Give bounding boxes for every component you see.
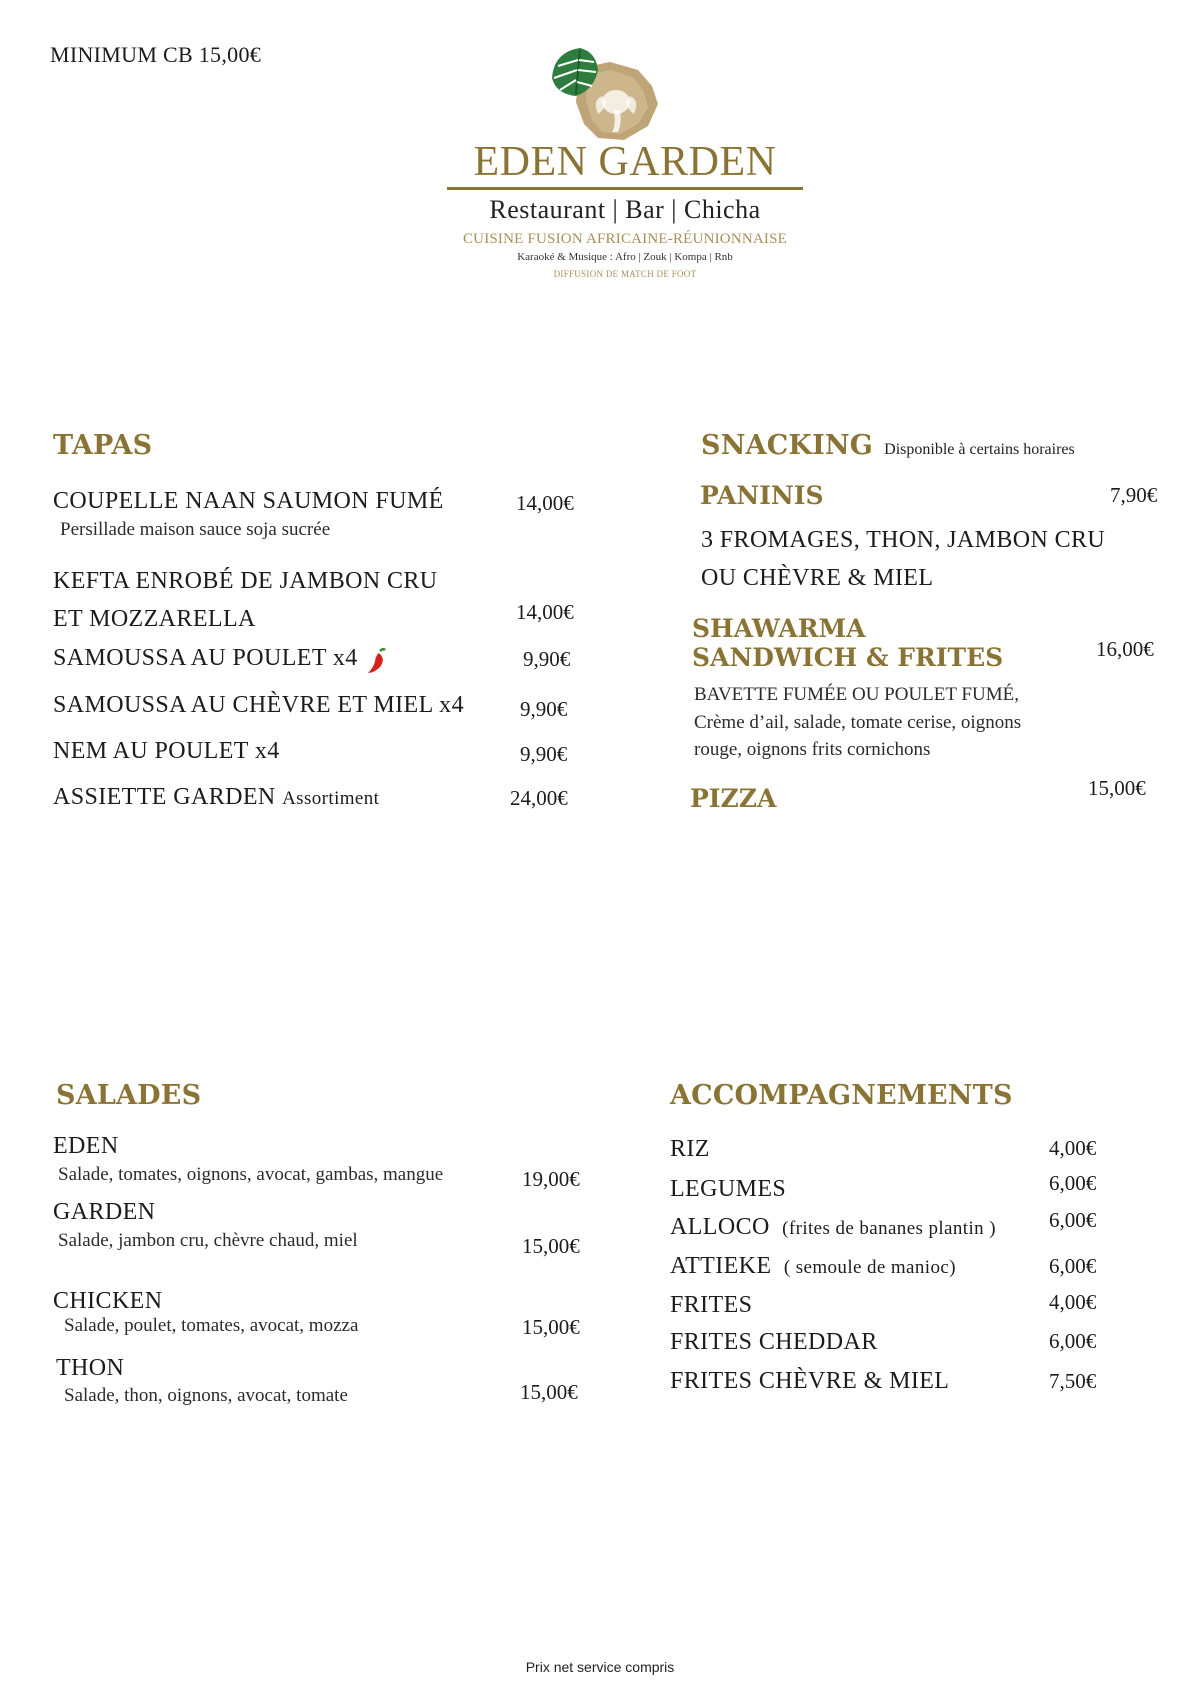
side-item-price: 6,00€ [1049,1171,1097,1195]
cuisine-type: CUISINE FUSION AFRICAINE-RÉUNIONNAISE [462,231,788,247]
tapas-item-name: KEFTA ENROBÉ DE JAMBON CRU [53,568,438,594]
side-item-name [670,1253,956,1280]
snacking-header [701,430,1075,461]
salad-item-price: 15,00€ [520,1380,578,1404]
tapas-title: TAPAS [53,430,153,461]
shawarma-description-line1: BAVETTE FUMÉE OU POULET FUMÉ, [694,684,1019,705]
paninis-price: 7,90€ [1110,483,1158,507]
accompagnements-title: ACCOMPAGNEMENTS [670,1080,1013,1111]
tapas-item-note: Assortiment [282,788,380,809]
snacking-availability-note: Disponible à certains horaires [884,441,1075,458]
snacking-title: SNACKING [701,430,874,461]
shawarma-title-line2: SANDWICH & FRITES [692,643,1004,672]
logo-icon [540,40,680,150]
pizza-title: PIZZA [690,784,777,813]
salad-item-name: THON [56,1355,125,1381]
salades-title: SALADES [56,1080,202,1111]
tapas-item-price: 9,90€ [520,697,568,721]
side-item-name [670,1214,996,1241]
tapas-item-price: 14,00€ [516,600,574,624]
salad-item-price: 15,00€ [522,1234,580,1258]
shawarma-title-line1: SHAWARMA [692,614,866,643]
tapas-item-price: 9,90€ [523,647,571,671]
shawarma-description-line2: Crème d’ail, salade, tomate cerise, oignons [694,712,1022,733]
tapas-item-name: SAMOUSSA AU POULET x4 [53,645,358,671]
salad-item-description: Salade, jambon cru, chèvre chaud, miel [58,1230,358,1251]
side-item-price: 6,00€ [1049,1208,1097,1232]
side-item-price: 6,00€ [1049,1254,1097,1278]
salad-item-description: Salade, thon, oignons, avocat, tomate [64,1385,348,1406]
side-item-name-text: ATTIEKE [670,1253,772,1279]
tapas-item-name: NEM AU POULET x4 [53,738,280,764]
side-item-name-text: ALLOCO [670,1214,770,1240]
football-match-note: DIFFUSION DE MATCH DE FOOT [553,269,697,279]
side-item-price: 4,00€ [1049,1290,1097,1314]
tapas-item-name [53,784,379,811]
tapas-item-name-text: ASSIETTE GARDEN [53,784,276,810]
side-item-price: 6,00€ [1049,1329,1097,1353]
salad-item-name: CHICKEN [53,1288,163,1314]
side-item-name: FRITES [670,1292,753,1318]
paninis-options-line2: OU CHÈVRE & MIEL [701,565,934,591]
tapas-item-description: Persillade maison sauce soja sucrée [60,519,331,540]
tapas-item-price: 14,00€ [516,491,574,515]
tapas-item-name: COUPELLE NAAN SAUMON FUMÉ [53,488,444,514]
footer-service-note: Prix net service compris [525,1659,675,1675]
tapas-item-price: 9,90€ [520,742,568,766]
salad-item-price: 19,00€ [522,1167,580,1191]
tagline: Restaurant | Bar | Chicha [489,195,761,224]
side-item-price: 7,50€ [1049,1369,1097,1393]
salad-item-name: EDEN [53,1133,119,1159]
side-item-note: ( semoule de manioc) [783,1257,956,1278]
brand-name: EDEN GARDEN [473,139,777,185]
side-item-price: 4,00€ [1049,1136,1097,1160]
karaoke-music-note: Karaoké & Musique : Afro | Zouk | Kompa | Rnb [517,251,733,263]
paninis-title: PANINIS [700,481,824,510]
pizza-price: 15,00€ [1088,776,1146,800]
salad-item-price: 15,00€ [522,1315,580,1339]
tapas-item-name: SAMOUSSA AU CHÈVRE ET MIEL x4 [53,692,464,718]
side-item-name: LEGUMES [670,1176,787,1202]
brand-underline [447,187,803,190]
side-item-name: FRITES CHEDDAR [670,1329,878,1355]
side-item-name: RIZ [670,1136,710,1162]
tapas-item-name-line2: ET MOZZARELLA [53,606,256,632]
shawarma-price: 16,00€ [1096,637,1154,661]
side-item-note: (frites de bananes plantin ) [782,1218,996,1239]
salad-item-description: Salade, poulet, tomates, avocat, mozza [64,1315,359,1336]
shawarma-description-line3: rouge, oignons frits cornichons [694,739,931,760]
minimum-card-payment-note: MINIMUM CB 15,00€ [50,42,262,67]
salad-item-description: Salade, tomates, oignons, avocat, gambas, mangue [58,1164,444,1185]
salad-item-name: GARDEN [53,1199,156,1225]
side-item-name: FRITES CHÈVRE & MIEL [670,1368,950,1394]
tapas-item-price: 24,00€ [510,786,568,810]
chili-pepper-icon [366,647,388,679]
paninis-options-line1: 3 FROMAGES, THON, JAMBON CRU [701,527,1106,553]
